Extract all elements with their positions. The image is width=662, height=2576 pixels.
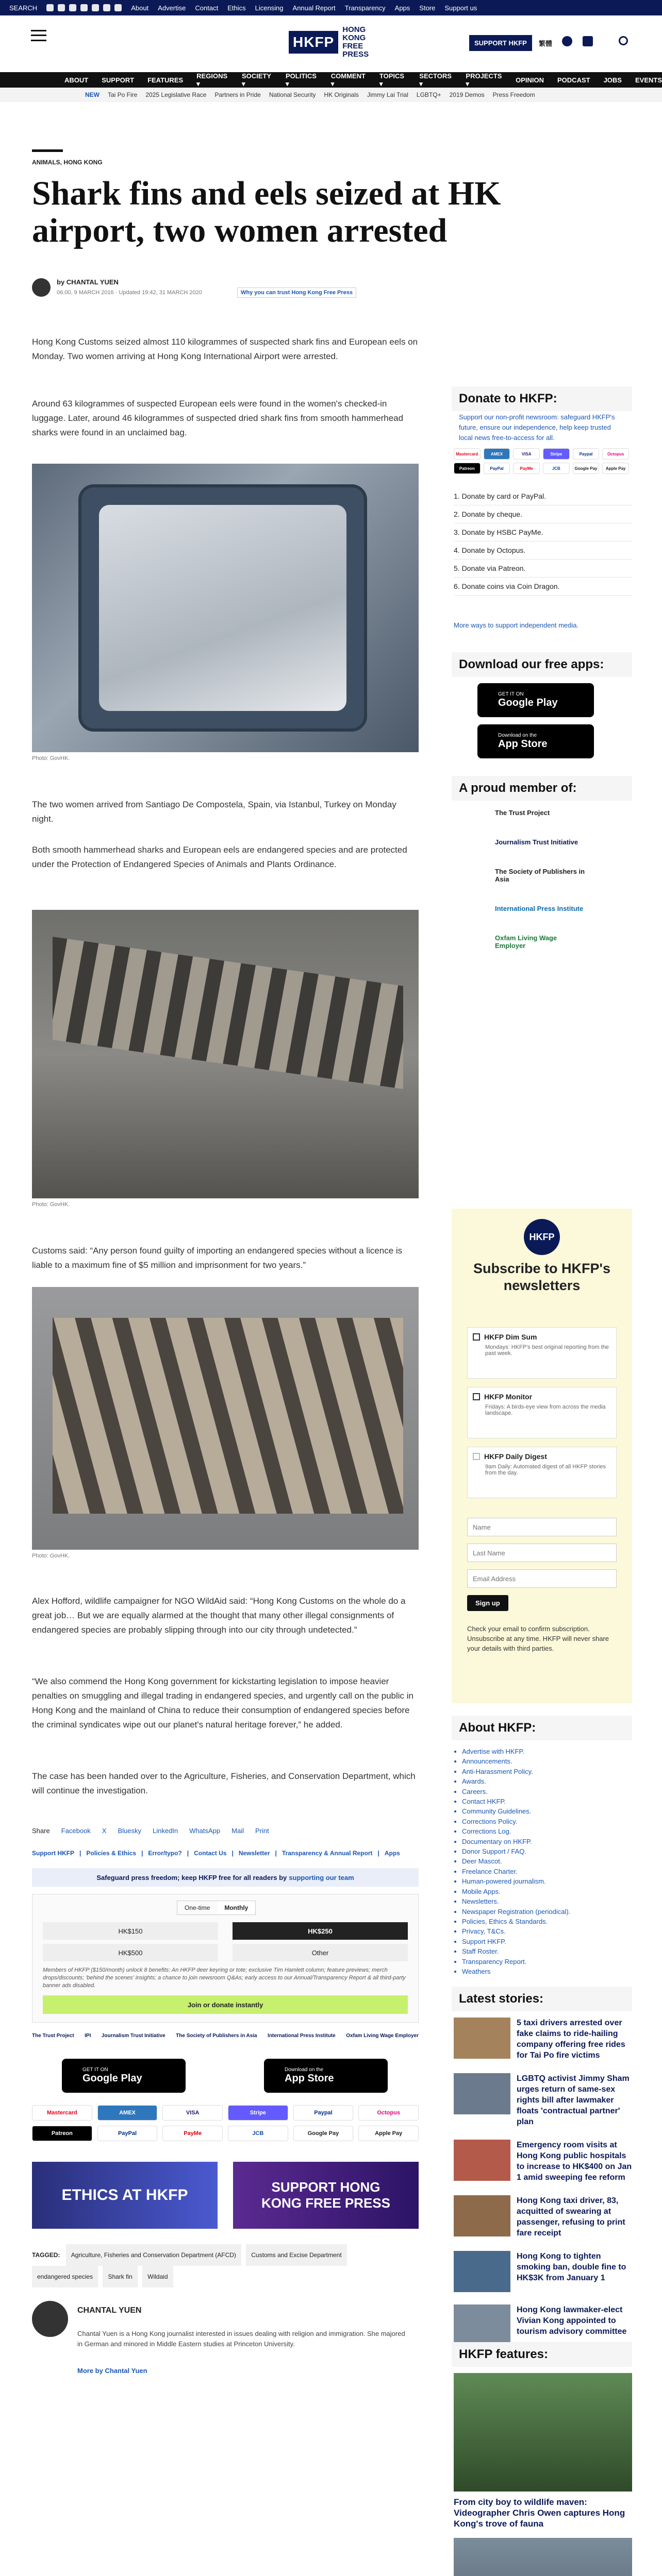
subscription-note: Check your email to confirm subscription. Unsubscribe at any time. HKFP will never share your details with third parties. [467,1625,609,1652]
tab-monthly[interactable]: Monthly [217,1901,255,1914]
tag-chip[interactable]: endangered species [32,2266,98,2287]
supporting-link[interactable]: supporting our team [289,1873,354,1882]
share-linkedin[interactable]: LinkedIn [153,1827,178,1835]
ipi-logo[interactable]: International Press Institute [495,905,584,912]
shark-fins-photo [32,910,419,1198]
visa-logo: VISA [162,2105,223,2121]
email-field[interactable] [467,1569,617,1588]
donate-method[interactable]: 3. Donate by HSBC PayMe. [454,523,632,541]
nav-society[interactable]: SOCIETY ▾ [241,72,271,88]
nav-opinion[interactable]: OPINION [516,76,544,84]
amount-option[interactable]: HK$150 [43,1922,218,1940]
trending-item[interactable]: National Security [269,91,316,98]
site-logo[interactable] [289,25,369,59]
shark-fins-closeup-photo [32,1287,419,1550]
suitcase-eels-photo [32,464,419,752]
about-list [462,1747,627,1976]
topbar-advertise[interactable]: Advertise [158,4,186,12]
latest-list [454,2018,632,2346]
share-mail[interactable]: Mail [231,1827,244,1835]
paragraph: Both smooth hammerhead sharks and European eels are endangered species and are protected under the Protection of Endangered Species of Animals and Plants Ordinance. [32,845,407,869]
member-heading: A proud member of: [452,776,632,801]
topbar-contact[interactable]: Contact [195,4,219,12]
facebook-icon[interactable] [58,4,65,11]
about-item[interactable]: • Newsletters. [462,1896,627,1906]
title-rule [32,149,63,152]
trending-label: NEW [85,91,100,98]
story-thumbnail[interactable] [454,2251,510,2292]
story-title[interactable]: Hong Kong to tighten smoking ban, double fine to HK$3K from January 1 [517,2252,626,2282]
nav-podcast[interactable]: PODCAST [557,76,590,84]
story-thumbnail[interactable] [454,2304,510,2346]
story-title[interactable]: Emergency room visits at Hong Kong public hospitals to increase to HK$400 on Jan 1 amid sweeping fee reform [517,2141,632,2182]
newsletter-option[interactable] [467,1387,617,1438]
about-item[interactable]: • Deer Mascot. [462,1856,627,1866]
more-by-author-link[interactable]: More by Chantal Yuen [77,2367,147,2375]
share-label: Share [32,1827,50,1835]
newsletter-option[interactable] [467,1327,617,1379]
paragraph: Customs said: “Any person found guilty of importing an endangered species without a licence is liable to a maximum fine of $5 million and imprisonment for two years.” [32,1246,403,1270]
trust-link[interactable]: Why you can trust Hong Kong Free Press [237,287,356,298]
paragraph: The two women arrived from Santiago De Compostela, Spain, via Istanbul, Turkey on Monday night. [32,800,396,824]
tab-one-time[interactable]: One-time [185,1904,210,1911]
support-banner[interactable]: SUPPORT HONG KONG FREE PRESS [233,2162,419,2229]
trending-item[interactable]: 2025 Legislative Race [145,91,207,98]
paypal-logo: Paypal [293,2105,354,2121]
nav-jobs[interactable]: JOBS [603,76,622,84]
nav-features[interactable]: FEATURES [147,76,184,84]
story-title[interactable]: Hong Kong taxi driver, 83, acquitted of swearing at passenger, refusing to print fare receipt [517,2196,625,2238]
donate-text[interactable]: Support our non-profit newsroom: safeguard HKFP's future, ensure our independence, help keep trusted local news free-to-access for all. [459,413,615,442]
top-bar [0,0,662,15]
app-store-button[interactable]: Download on the App Store [264,2059,388,2093]
nav-about[interactable]: ABOUT [64,76,89,84]
trending-item[interactable]: Press Freedom [492,91,535,98]
support-link[interactable]: Policies & Ethics [86,1850,137,1857]
latest-story[interactable] [454,2018,632,2061]
partner-logos-row [32,2033,419,2039]
story-title[interactable]: Hong Kong lawmaker-elect Vivian Kong appointed to tourism advisory committee [517,2306,627,2336]
feature-image[interactable] [454,2538,632,2576]
more-ways-link[interactable]: More ways to support independent media. [454,621,579,629]
sidebar-payment-logos [454,448,629,474]
donate-method[interactable]: 5. Donate via Patreon. [454,560,632,578]
latest-story[interactable] [454,2304,632,2346]
mastercard-logo: Mastercard [32,2105,92,2121]
trending-item[interactable]: LGBTQ+ [416,91,441,98]
about-item[interactable]: • Careers. [462,1787,627,1797]
topbar-apps[interactable]: Apps [394,4,410,12]
photo-caption: Photo: GovHK. [32,1553,70,1559]
story-thumbnail[interactable] [454,2195,510,2236]
google-pay-logo: Google Pay [573,463,600,474]
tag-chip[interactable]: Shark fin [103,2266,137,2287]
nav-projects[interactable]: PROJECTS ▾ [466,72,502,88]
topbar-about[interactable]: About [131,4,149,12]
share-bluesky[interactable]: Bluesky [118,1827,141,1835]
amount-option[interactable]: HK$500 [43,1944,218,1961]
ethics-banner[interactable]: ETHICS AT HKFP [32,2162,218,2229]
newsletter-name: HKFP Dim Sum [484,1333,537,1341]
sign-up-button[interactable]: Sign up [467,1595,508,1611]
hamburger-icon[interactable] [31,30,46,41]
about-item[interactable]: • Newspaper Registration (periodical). [462,1907,627,1917]
story-thumbnail[interactable] [454,2140,510,2181]
about-item[interactable]: • Support HKFP. [462,1937,627,1946]
donate-heading: Donate to HKFP: [452,386,632,411]
nav-topics[interactable]: TOPICS ▾ [379,72,405,88]
octopus-logo: Octopus [602,448,629,460]
trending-item[interactable]: Partners in Pride [214,91,261,98]
oxfam-logo[interactable]: Oxfam Living Wage Employer [346,2033,419,2039]
nav-events[interactable]: EVENTS [635,76,662,84]
donate-method[interactable]: 1. Donate by card or PayPal. [454,487,632,505]
patreon-logo: Patreon [454,463,481,474]
support-link[interactable]: Transparency & Annual Report [282,1850,373,1857]
donate-method[interactable]: 2. Donate by cheque. [454,505,632,523]
about-item[interactable]: • Contact HKFP. [462,1797,627,1806]
mastercard-logo: Mastercard [454,448,481,460]
author-name[interactable]: CHANTAL YUEN [77,2306,142,2315]
newsletter-desc: Fridays: A birds-eye view from across the media landscape. [485,1404,606,1416]
join-donate-button[interactable]: Join or donate instantly [43,1995,408,2014]
youtube-icon[interactable] [92,4,99,11]
tag-chip[interactable]: Wildaid [142,2266,173,2287]
trending-item[interactable]: 2019 Demos [449,91,485,98]
support-link[interactable]: Newsletter [238,1850,270,1857]
feature-image[interactable] [454,2373,632,2492]
about-item[interactable]: • Policies, Ethics & Standards. [462,1917,627,1926]
photo-caption: Photo: GovHK. [32,1201,70,1208]
newsletter-desc: Mondays: HKFP's best original reporting from the past week. [485,1344,609,1357]
support-hkfp-button[interactable]: SUPPORT HKFP [469,35,532,51]
about-item[interactable]: • Corrections Policy. [462,1817,627,1826]
topbar-transparency[interactable]: Transparency [344,4,386,12]
topbar-ethics[interactable]: Ethics [227,4,246,12]
share-facebook[interactable]: Facebook [61,1827,91,1835]
paypal-logo: PayPal [484,463,510,474]
article-title: Shark fins and eels seized at HK airport, two women arrested [32,175,501,249]
oxfam-logo[interactable]: Oxfam Living Wage Employer [495,934,557,950]
share-bar [32,1827,419,1835]
apple-pay-logo: Apple Pay [602,463,629,474]
jcb-logo: JCB [543,463,570,474]
article-category[interactable]: ANIMALS, HONG KONG [32,159,103,166]
newsletter-option[interactable] [467,1447,617,1498]
google-play-button[interactable]: GET IT ON Google Play [62,2059,186,2093]
about-item[interactable]: • Corrections Log. [462,1826,627,1836]
member-logos [495,809,588,950]
amount-option-other[interactable]: Other [233,1944,408,1961]
apple-pay-logo: Apple Pay [358,2126,419,2141]
features-heading: HKFP features: [452,2342,632,2367]
threads-icon[interactable] [80,4,88,11]
latest-story[interactable] [454,2251,632,2292]
language-switch[interactable]: 繁體 [539,40,553,47]
about-item[interactable]: • Documentary on HKFP. [462,1837,627,1846]
checkbox-icon[interactable] [473,1393,480,1400]
patreon-logo: Patreon [32,2126,92,2141]
logo-mark: HKFP [289,31,338,54]
amex-logo: AMEX [484,448,510,460]
about-item[interactable]: • Weathers [462,1967,627,1976]
visa-logo: VISA [513,448,540,460]
amount-option-selected[interactable]: HK$250 [233,1922,408,1940]
trending-bar [0,88,662,102]
latest-story[interactable] [454,2195,632,2239]
feature-title[interactable]: From city boy to wildlife maven: Videographer Chris Owen captures Hong Kong's trove of fauna [454,2497,625,2529]
about-heading: About HKFP: [452,1716,632,1740]
latest-heading: Latest stories: [452,1987,632,2011]
sopa-logo[interactable]: The Society of Publishers in Asia [495,868,585,883]
topbar-licensing[interactable]: Licensing [255,4,284,12]
donate-methods-list [454,487,632,596]
trust-project-logo[interactable]: The Trust Project [495,809,550,817]
site-header [0,15,662,72]
donate-method[interactable]: 6. Donate coins via Coin Dragon. [454,578,632,596]
safeguard-text: Safeguard press freedom; keep HKFP free for all readers by [96,1873,287,1882]
mail-icon[interactable] [114,4,122,11]
about-item[interactable]: • Awards. [462,1776,627,1786]
bluesky-icon[interactable] [103,4,110,11]
trending-item[interactable]: Tai Po Fire [108,91,138,98]
support-links: Support HKFP | Policies & Ethics | Error/typo? | Contact Us | Newsletter | Transparency & Annual Report | Apps [32,1850,400,1857]
story-title[interactable]: 5 taxi drivers arrested over fake claims to ride-hailing company offering free rides for Tai Po fire victims [517,2019,625,2060]
share-whatsapp[interactable]: WhatsApp [189,1827,221,1835]
article-date: 06:00, 9 MARCH 2016 · Updated 19:42, 31 MARCH 2020 [57,290,202,296]
stripe-logo: Stripe [543,448,570,460]
google-pay-logo: Google Pay [293,2126,354,2141]
photo-caption: Photo: GovHK. [32,755,70,761]
trending-item[interactable]: HK Originals [324,91,359,98]
hkfp-badge: HKFP [524,1219,560,1255]
ipi-logo[interactable]: IPI [85,2033,91,2039]
about-item[interactable]: • Privacy, T&Cs. [462,1926,627,1936]
donate-method[interactable]: 4. Donate by Octopus. [454,541,632,560]
latest-story[interactable] [454,2140,632,2183]
nav-sectors[interactable]: SECTORS ▾ [419,72,452,88]
topbar-store[interactable]: Store [419,4,436,12]
story-thumbnail[interactable] [454,2073,510,2114]
paypal-logo: PayPal [97,2126,158,2141]
nav-politics[interactable]: POLITICS ▾ [285,72,317,88]
nav-regions[interactable]: REGIONS ▾ [196,72,228,88]
paragraph: Alex Hofford, wildlife campaigner for NGO WildAid said: “Hong Kong Customs on the whole do a great job… But we are equally alarmed at the thought that many other illegal consignments of endangered species are probably slipping through into our city through undetected.” [32,1596,406,1635]
checkbox-icon[interactable] [473,1333,480,1341]
support-link[interactable]: Error/typo? [148,1850,182,1857]
nav-comment[interactable]: COMMENT ▾ [330,72,366,88]
social-icons [46,4,122,11]
paragraph: Hong Kong Customs seized almost 110 kilogrammes of suspected shark fins and European eels on Monday. Two women arriving at Hong Kong International Airport were arrested. [32,337,418,361]
about-item[interactable]: • Transparency Report. [462,1957,627,1967]
about-item[interactable]: • Freelance Charter. [462,1867,627,1876]
tag-chip[interactable]: Customs and Excise Department [246,2244,346,2266]
about-item[interactable]: • Anti-Harassment Policy. [462,1767,627,1776]
newsletter-desc: 9am Daily: Automated digest of all HKFP stories from the day. [485,1464,606,1476]
latest-story[interactable] [454,2073,632,2127]
topbar-support[interactable]: Support us [444,4,477,12]
about-item[interactable]: • Donor Support / FAQ. [462,1846,627,1856]
support-link[interactable]: Support HKFP [32,1850,74,1857]
story-thumbnail[interactable] [454,2018,510,2059]
donate-widget [32,1894,419,2023]
jti-logo[interactable]: Journalism Trust Initiative [495,838,578,846]
last-name-field[interactable] [467,1544,617,1562]
tagged-label: TAGGED: [32,2251,60,2259]
sidebar-app-store-button[interactable]: Download on the App Store [477,724,594,758]
author-byline[interactable]: by CHANTAL YUEN [57,278,119,286]
paragraph: Around 63 kilogrammes of suspected European eels were found in the women's checked-in luggage. Later, around 46 kilogrammes of suspected dried shark fins from smooth hammerhead sharks were found in an unclaimed bag. [32,399,404,437]
checkbox-icon[interactable] [473,1453,480,1460]
sopa-logo[interactable]: The Society of Publishers in Asia [176,2033,257,2039]
apps-heading: Download our free apps: [452,652,632,677]
tag-list [32,2244,419,2287]
topbar-annual-report[interactable]: Annual Report [292,4,336,12]
donate-tabs [177,1901,256,1915]
about-item[interactable]: • Community Guidelines. [462,1806,627,1816]
newsletter-title: Subscribe to HKFP's newsletters [473,1261,610,1293]
newsletter-name: HKFP Daily Digest [484,1452,547,1461]
story-title[interactable]: LGBTQ activist Jimmy Sham urges return of same-sex rights bill after lawmaker floats 'contractual partner' plan [517,2074,630,2126]
membership-note: Members of HKFP ($150/month) unlock 8 benefits: An HKFP deer keyring or tote; exclusive Tim Hamlett column; feature previews; merch drops/discounts; 'behind the scenes' insights; a chance to join newsroom Q&As; early access to our Annual/Transparency Report & all third-party banner ads disabled. [43,1967,406,1989]
jti-logo[interactable]: Journalism Trust Initiative [101,2033,166,2039]
about-item[interactable]: • Human-powered journalism. [462,1876,627,1886]
newsletter-name: HKFP Monitor [484,1393,533,1401]
share-x[interactable]: X [102,1827,107,1835]
twitter-icon[interactable] [46,4,54,11]
sidebar-google-play-button[interactable]: GET IT ON Google Play [477,683,594,717]
trust-project-logo[interactable]: The Trust Project [32,2033,74,2039]
jcb-logo: JCB [228,2126,288,2141]
support-link[interactable]: Apps [384,1850,400,1857]
press-institute-logo[interactable]: International Press Institute [268,2033,336,2039]
logo-name: HONG KONG FREE PRESS [342,25,369,59]
about-item[interactable]: • Announcements. [462,1756,627,1766]
about-item[interactable]: • Advertise with HKFP. [462,1747,627,1756]
newsletter-box [452,1209,632,1703]
payment-logos [32,2105,419,2141]
octopus-logo: Octopus [358,2105,419,2121]
share-print[interactable]: Print [255,1827,269,1835]
tag-chip[interactable]: Agriculture, Fisheries and Conservation Department (AFCD) [66,2244,241,2266]
search-link[interactable]: SEARCH [9,4,38,12]
first-name-field[interactable] [467,1518,617,1536]
instagram-icon[interactable] [69,4,76,11]
paragraph: “We also commend the Hong Kong government for kickstarting legislation to impose heavier penalties on smuggling and illegal trading in endangered species, and urgently call on the public in Hong Kong and the mainland of China to reduce their consumption of endangered species before the criminal syndicates wipe out our planet's natural heritage forever,” he added. [32,1676,413,1730]
paragraph: The case has been handed over to the Agriculture, Fisheries, and Conservation Department, which will continue the investigation. [32,1771,416,1795]
support-link[interactable]: Contact Us [194,1850,227,1857]
main-nav [0,72,662,88]
about-item[interactable]: • Mobile Apps. [462,1887,627,1896]
author-bio: Chantal Yuen is a Hong Kong journalist interested in issues dealing with religion and immigration. She majored in German and minored in Middle Eastern studies at Princeton University. [77,2330,405,2348]
cart-icon[interactable] [583,36,593,46]
author-avatar[interactable] [32,278,51,297]
paypal-logo: Paypal [573,448,600,460]
nav-support[interactable]: SUPPORT [102,76,135,84]
stripe-logo: Stripe [228,2105,288,2121]
author-photo[interactable] [32,2301,68,2337]
about-item[interactable]: • Staff Roster. [462,1946,627,1956]
amex-logo: AMEX [97,2105,158,2121]
search-icon[interactable] [619,36,628,45]
payme-logo: PayMe [513,463,540,474]
trending-item[interactable]: Jimmy Lai Trial [367,91,408,98]
safeguard-banner [32,1868,419,1887]
user-icon[interactable] [562,36,572,46]
payme-logo: PayMe [162,2126,223,2141]
